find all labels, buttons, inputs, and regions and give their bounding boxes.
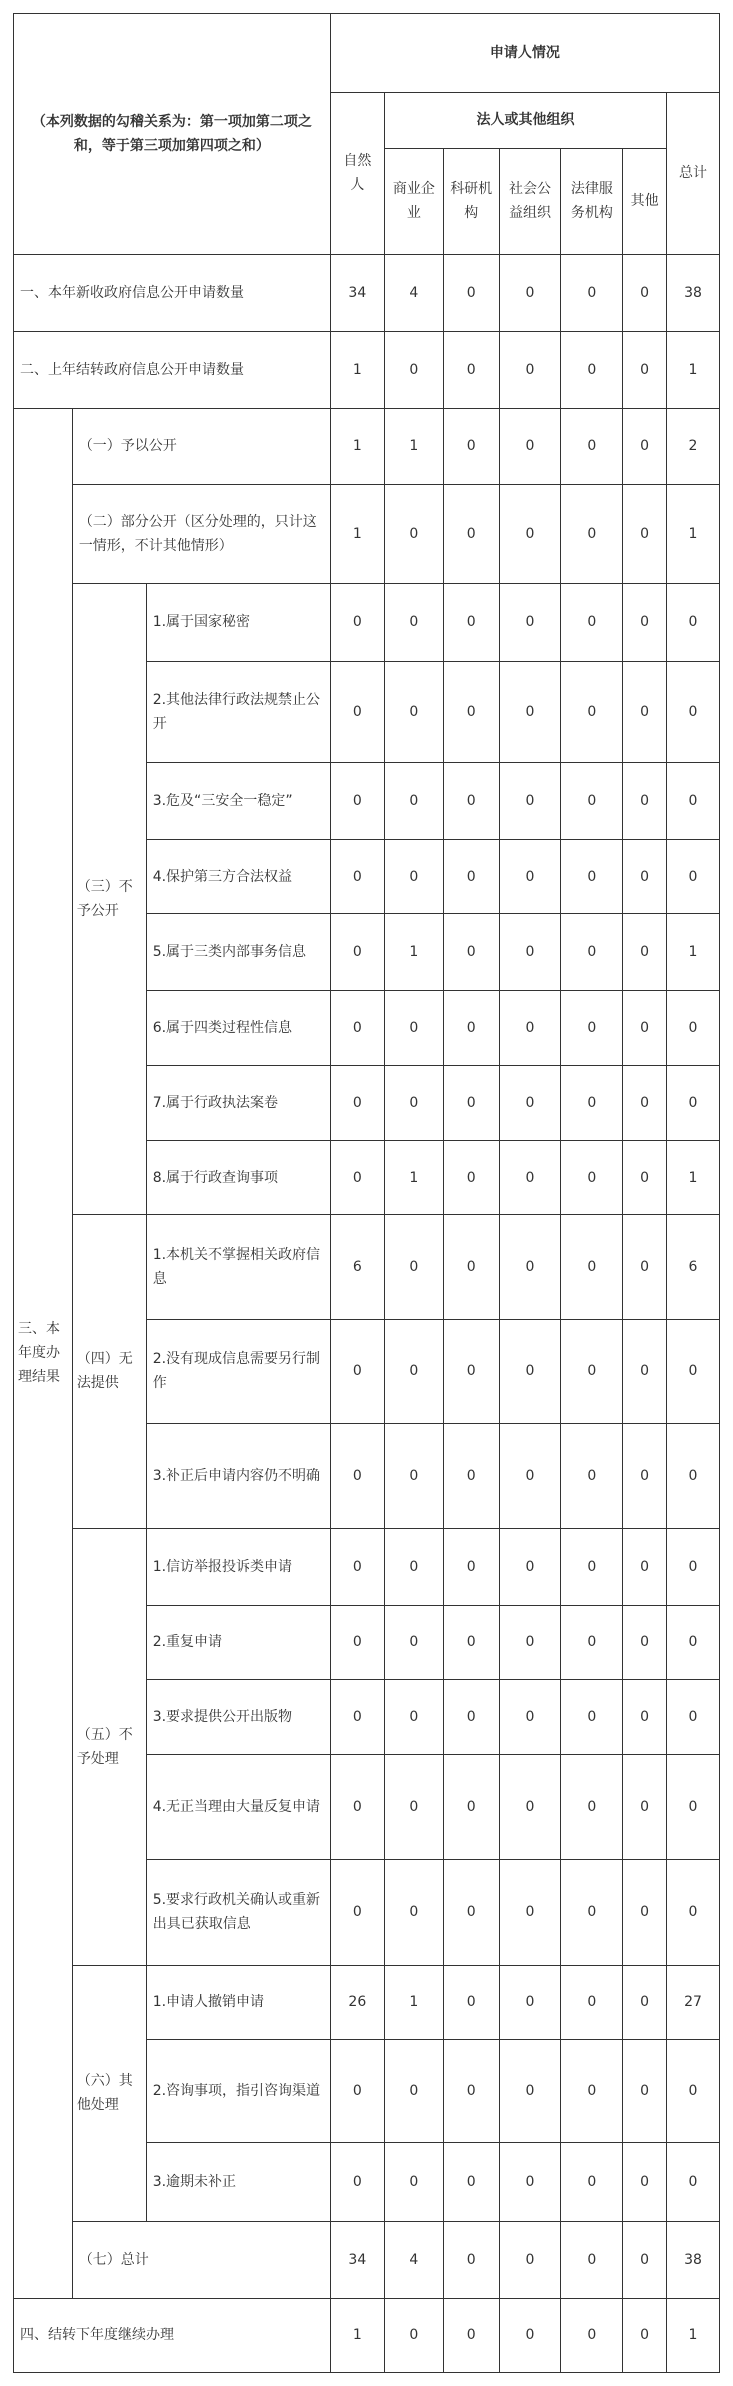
col-research: 科研机构 bbox=[443, 148, 499, 254]
cell-natural-person: 0 bbox=[330, 1319, 384, 1423]
cell-total: 0 bbox=[666, 762, 719, 839]
cell-natural-person: 0 bbox=[330, 1679, 384, 1755]
cell-total: 0 bbox=[666, 1319, 719, 1423]
cell-legal-service: 0 bbox=[561, 254, 623, 331]
cell-business: 0 bbox=[384, 840, 443, 914]
cell-natural-person: 0 bbox=[330, 2039, 384, 2142]
row-label: 四、结转下年度继续办理 bbox=[14, 2298, 331, 2372]
cell-business: 0 bbox=[384, 2298, 443, 2372]
applicant-header: 申请人情况 bbox=[330, 14, 719, 93]
group-not-processed-label: （五）不予处理 bbox=[72, 1528, 146, 1965]
cell-research: 0 bbox=[443, 1424, 499, 1528]
cell-public-welfare: 0 bbox=[499, 1528, 561, 1605]
row-label: 二、上年结转政府信息公开申请数量 bbox=[14, 331, 331, 408]
row-label: （七）总计 bbox=[72, 2221, 330, 2298]
cell-public-welfare: 0 bbox=[499, 254, 561, 331]
cell-other: 0 bbox=[623, 1141, 667, 1215]
cell-legal-service: 0 bbox=[561, 408, 623, 484]
row-label: 1.属于国家秘密 bbox=[146, 584, 330, 661]
cell-public-welfare: 0 bbox=[499, 991, 561, 1065]
cell-research: 0 bbox=[443, 484, 499, 584]
cell-total: 0 bbox=[666, 584, 719, 661]
cell-business: 1 bbox=[384, 1965, 443, 2039]
cell-other: 0 bbox=[623, 914, 667, 991]
cell-total: 1 bbox=[666, 331, 719, 408]
cell-public-welfare: 0 bbox=[499, 1605, 561, 1679]
cell-natural-person: 6 bbox=[330, 1215, 384, 1319]
table-row bbox=[14, 2221, 720, 2298]
row-label: 5.属于三类内部事务信息 bbox=[146, 914, 330, 991]
row-label: 2.其他法律行政法规禁止公开 bbox=[146, 661, 330, 762]
row-label: 1.申请人撤销申请 bbox=[146, 1965, 330, 2039]
cell-legal-service: 0 bbox=[561, 584, 623, 661]
cell-business: 0 bbox=[384, 331, 443, 408]
cell-natural-person: 0 bbox=[330, 762, 384, 839]
cell-natural-person: 0 bbox=[330, 661, 384, 762]
cell-public-welfare: 0 bbox=[499, 840, 561, 914]
cell-legal-service: 0 bbox=[561, 2039, 623, 2142]
cell-research: 0 bbox=[443, 840, 499, 914]
cell-other: 0 bbox=[623, 1859, 667, 1965]
cell-other: 0 bbox=[623, 2221, 667, 2298]
cell-other: 0 bbox=[623, 254, 667, 331]
cell-business: 0 bbox=[384, 991, 443, 1065]
cell-business: 0 bbox=[384, 661, 443, 762]
cell-total: 0 bbox=[666, 1859, 719, 1965]
cell-total: 6 bbox=[666, 1215, 719, 1319]
cell-legal-service: 0 bbox=[561, 1755, 623, 1859]
cell-research: 0 bbox=[443, 1859, 499, 1965]
cell-business: 1 bbox=[384, 914, 443, 991]
cell-natural-person: 0 bbox=[330, 1424, 384, 1528]
cell-public-welfare: 0 bbox=[499, 584, 561, 661]
cell-research: 0 bbox=[443, 2142, 499, 2221]
row-label: 2.咨询事项，指引咨询渠道 bbox=[146, 2039, 330, 2142]
cell-research: 0 bbox=[443, 1215, 499, 1319]
cell-business: 0 bbox=[384, 1215, 443, 1319]
cell-other: 0 bbox=[623, 2142, 667, 2221]
cell-business: 0 bbox=[384, 584, 443, 661]
cell-public-welfare: 0 bbox=[499, 2039, 561, 2142]
cell-natural-person: 34 bbox=[330, 2221, 384, 2298]
row-label: 6.属于四类过程性信息 bbox=[146, 991, 330, 1065]
row-label: 8.属于行政查询事项 bbox=[146, 1141, 330, 1215]
cell-natural-person: 0 bbox=[330, 2142, 384, 2221]
table-row bbox=[14, 584, 720, 661]
cell-legal-service: 0 bbox=[561, 1528, 623, 1605]
row-label: 3.补正后申请内容仍不明确 bbox=[146, 1424, 330, 1528]
cell-other: 0 bbox=[623, 408, 667, 484]
cell-research: 0 bbox=[443, 1319, 499, 1423]
cell-research: 0 bbox=[443, 1065, 499, 1141]
cell-research: 0 bbox=[443, 2039, 499, 2142]
col-business: 商业企业 bbox=[384, 148, 443, 254]
row-label: 4.无正当理由大量反复申请 bbox=[146, 1755, 330, 1859]
cell-business: 0 bbox=[384, 1065, 443, 1141]
cell-other: 0 bbox=[623, 1215, 667, 1319]
cell-legal-service: 0 bbox=[561, 840, 623, 914]
cell-research: 0 bbox=[443, 762, 499, 839]
section-results-label: 三、本年度办理结果 bbox=[14, 408, 73, 2298]
col-public-welfare: 社会公益组织 bbox=[499, 148, 561, 254]
cell-natural-person: 1 bbox=[330, 484, 384, 584]
cell-business: 0 bbox=[384, 1679, 443, 1755]
cell-total: 38 bbox=[666, 254, 719, 331]
cell-natural-person: 1 bbox=[330, 2298, 384, 2372]
cell-natural-person: 1 bbox=[330, 408, 384, 484]
cell-business: 0 bbox=[384, 762, 443, 839]
cell-business: 0 bbox=[384, 2039, 443, 2142]
cell-research: 0 bbox=[443, 1528, 499, 1605]
cell-research: 0 bbox=[443, 2298, 499, 2372]
cell-natural-person: 26 bbox=[330, 1965, 384, 2039]
cell-research: 0 bbox=[443, 408, 499, 484]
cell-natural-person: 0 bbox=[330, 584, 384, 661]
table-row bbox=[14, 2298, 720, 2372]
cell-total: 2 bbox=[666, 408, 719, 484]
cell-research: 0 bbox=[443, 991, 499, 1065]
cell-total: 27 bbox=[666, 1965, 719, 2039]
cell-other: 0 bbox=[623, 661, 667, 762]
cell-public-welfare: 0 bbox=[499, 2142, 561, 2221]
cell-research: 0 bbox=[443, 331, 499, 408]
cell-natural-person: 0 bbox=[330, 1859, 384, 1965]
cell-legal-service: 0 bbox=[561, 1679, 623, 1755]
group-other-label: （六）其他处理 bbox=[72, 1965, 146, 2221]
cell-other: 0 bbox=[623, 991, 667, 1065]
cell-legal-service: 0 bbox=[561, 762, 623, 839]
cell-legal-service: 0 bbox=[561, 2142, 623, 2221]
cell-legal-service: 0 bbox=[561, 1424, 623, 1528]
cell-other: 0 bbox=[623, 840, 667, 914]
cell-total: 0 bbox=[666, 1755, 719, 1859]
cell-total: 0 bbox=[666, 1065, 719, 1141]
table-row bbox=[14, 254, 720, 331]
cell-legal-service: 0 bbox=[561, 1859, 623, 1965]
cell-research: 0 bbox=[443, 1141, 499, 1215]
cell-other: 0 bbox=[623, 1319, 667, 1423]
cell-legal-service: 0 bbox=[561, 1319, 623, 1423]
cell-total: 0 bbox=[666, 2142, 719, 2221]
col-total: 总计 bbox=[666, 92, 719, 254]
cell-total: 38 bbox=[666, 2221, 719, 2298]
cell-legal-service: 0 bbox=[561, 1965, 623, 2039]
table-row bbox=[14, 1965, 720, 2039]
cell-public-welfare: 0 bbox=[499, 331, 561, 408]
cell-research: 0 bbox=[443, 914, 499, 991]
cell-research: 0 bbox=[443, 1605, 499, 1679]
legal-group-header: 法人或其他组织 bbox=[384, 92, 666, 148]
table-row bbox=[14, 331, 720, 408]
cell-public-welfare: 0 bbox=[499, 762, 561, 839]
cell-legal-service: 0 bbox=[561, 484, 623, 584]
statistics-table bbox=[13, 13, 720, 2373]
row-label: 3.危及“三安全一稳定” bbox=[146, 762, 330, 839]
cell-total: 1 bbox=[666, 914, 719, 991]
row-label: 2.重复申请 bbox=[146, 1605, 330, 1679]
cell-public-welfare: 0 bbox=[499, 914, 561, 991]
cell-natural-person: 0 bbox=[330, 1528, 384, 1605]
cell-public-welfare: 0 bbox=[499, 1215, 561, 1319]
table-row bbox=[14, 1528, 720, 1605]
cell-total: 0 bbox=[666, 991, 719, 1065]
cell-total: 0 bbox=[666, 1424, 719, 1528]
cell-natural-person: 0 bbox=[330, 1141, 384, 1215]
table-row bbox=[14, 484, 720, 584]
col-natural-person: 自然人 bbox=[330, 92, 384, 254]
row-label: （二）部分公开（区分处理的，只计这一情形，不计其他情形） bbox=[72, 484, 330, 584]
cell-natural-person: 0 bbox=[330, 1605, 384, 1679]
cell-legal-service: 0 bbox=[561, 2221, 623, 2298]
cell-business: 1 bbox=[384, 408, 443, 484]
cell-research: 0 bbox=[443, 1965, 499, 2039]
cell-public-welfare: 0 bbox=[499, 484, 561, 584]
row-label: 4.保护第三方合法权益 bbox=[146, 840, 330, 914]
cell-legal-service: 0 bbox=[561, 1141, 623, 1215]
cell-public-welfare: 0 bbox=[499, 1965, 561, 2039]
cell-legal-service: 0 bbox=[561, 914, 623, 991]
cell-legal-service: 0 bbox=[561, 1215, 623, 1319]
cell-research: 0 bbox=[443, 1679, 499, 1755]
cell-public-welfare: 0 bbox=[499, 408, 561, 484]
row-label: 一、本年新收政府信息公开申请数量 bbox=[14, 254, 331, 331]
group-not-disclosed-label: （三）不予公开 bbox=[72, 584, 146, 1215]
table-row bbox=[14, 408, 720, 484]
cell-total: 0 bbox=[666, 1528, 719, 1605]
cell-total: 0 bbox=[666, 1605, 719, 1679]
cell-legal-service: 0 bbox=[561, 331, 623, 408]
cell-total: 0 bbox=[666, 661, 719, 762]
cell-other: 0 bbox=[623, 584, 667, 661]
cell-other: 0 bbox=[623, 2298, 667, 2372]
cell-research: 0 bbox=[443, 584, 499, 661]
col-legal-service: 法律服务机构 bbox=[561, 148, 623, 254]
cell-business: 1 bbox=[384, 1141, 443, 1215]
cell-total: 0 bbox=[666, 840, 719, 914]
row-label: 5.要求行政机关确认或重新出具已获取信息 bbox=[146, 1859, 330, 1965]
cell-other: 0 bbox=[623, 1065, 667, 1141]
cell-other: 0 bbox=[623, 331, 667, 408]
cell-natural-person: 0 bbox=[330, 914, 384, 991]
cell-natural-person: 34 bbox=[330, 254, 384, 331]
cell-total: 0 bbox=[666, 2039, 719, 2142]
cell-total: 1 bbox=[666, 2298, 719, 2372]
cell-legal-service: 0 bbox=[561, 1605, 623, 1679]
cell-public-welfare: 0 bbox=[499, 1755, 561, 1859]
cell-research: 0 bbox=[443, 254, 499, 331]
cell-business: 0 bbox=[384, 1755, 443, 1859]
cell-other: 0 bbox=[623, 1679, 667, 1755]
relation-note: （本列数据的勾稽关系为：第一项加第二项之和，等于第三项加第四项之和） bbox=[14, 14, 331, 255]
cell-business: 0 bbox=[384, 2142, 443, 2221]
col-other: 其他 bbox=[623, 148, 667, 254]
cell-total: 0 bbox=[666, 1679, 719, 1755]
cell-other: 0 bbox=[623, 484, 667, 584]
cell-public-welfare: 0 bbox=[499, 1065, 561, 1141]
row-label: 1.信访举报投诉类申请 bbox=[146, 1528, 330, 1605]
cell-public-welfare: 0 bbox=[499, 2221, 561, 2298]
cell-legal-service: 0 bbox=[561, 661, 623, 762]
row-label: 1.本机关不掌握相关政府信息 bbox=[146, 1215, 330, 1319]
cell-other: 0 bbox=[623, 762, 667, 839]
cell-business: 0 bbox=[384, 484, 443, 584]
cell-business: 0 bbox=[384, 1528, 443, 1605]
cell-public-welfare: 0 bbox=[499, 1859, 561, 1965]
cell-other: 0 bbox=[623, 2039, 667, 2142]
cell-public-welfare: 0 bbox=[499, 1319, 561, 1423]
cell-public-welfare: 0 bbox=[499, 1141, 561, 1215]
cell-natural-person: 0 bbox=[330, 1755, 384, 1859]
cell-research: 0 bbox=[443, 2221, 499, 2298]
cell-other: 0 bbox=[623, 1755, 667, 1859]
cell-other: 0 bbox=[623, 1424, 667, 1528]
row-label: 7.属于行政执法案卷 bbox=[146, 1065, 330, 1141]
group-unable-label: （四）无法提供 bbox=[72, 1215, 146, 1528]
cell-natural-person: 0 bbox=[330, 991, 384, 1065]
row-label: 2.没有现成信息需要另行制作 bbox=[146, 1319, 330, 1423]
cell-public-welfare: 0 bbox=[499, 2298, 561, 2372]
cell-other: 0 bbox=[623, 1528, 667, 1605]
cell-public-welfare: 0 bbox=[499, 1424, 561, 1528]
row-label: 3.要求提供公开出版物 bbox=[146, 1679, 330, 1755]
cell-research: 0 bbox=[443, 661, 499, 762]
cell-research: 0 bbox=[443, 1755, 499, 1859]
cell-legal-service: 0 bbox=[561, 2298, 623, 2372]
cell-natural-person: 1 bbox=[330, 331, 384, 408]
cell-natural-person: 0 bbox=[330, 840, 384, 914]
table-row bbox=[14, 1215, 720, 1319]
cell-business: 4 bbox=[384, 254, 443, 331]
cell-business: 0 bbox=[384, 1859, 443, 1965]
cell-business: 4 bbox=[384, 2221, 443, 2298]
cell-business: 0 bbox=[384, 1605, 443, 1679]
row-label: 3.逾期未补正 bbox=[146, 2142, 330, 2221]
cell-other: 0 bbox=[623, 1605, 667, 1679]
cell-public-welfare: 0 bbox=[499, 661, 561, 762]
cell-business: 0 bbox=[384, 1424, 443, 1528]
cell-public-welfare: 0 bbox=[499, 1679, 561, 1755]
cell-total: 1 bbox=[666, 484, 719, 584]
cell-legal-service: 0 bbox=[561, 1065, 623, 1141]
cell-natural-person: 0 bbox=[330, 1065, 384, 1141]
cell-total: 1 bbox=[666, 1141, 719, 1215]
cell-legal-service: 0 bbox=[561, 991, 623, 1065]
cell-business: 0 bbox=[384, 1319, 443, 1423]
cell-other: 0 bbox=[623, 1965, 667, 2039]
row-label: （一）予以公开 bbox=[72, 408, 330, 484]
